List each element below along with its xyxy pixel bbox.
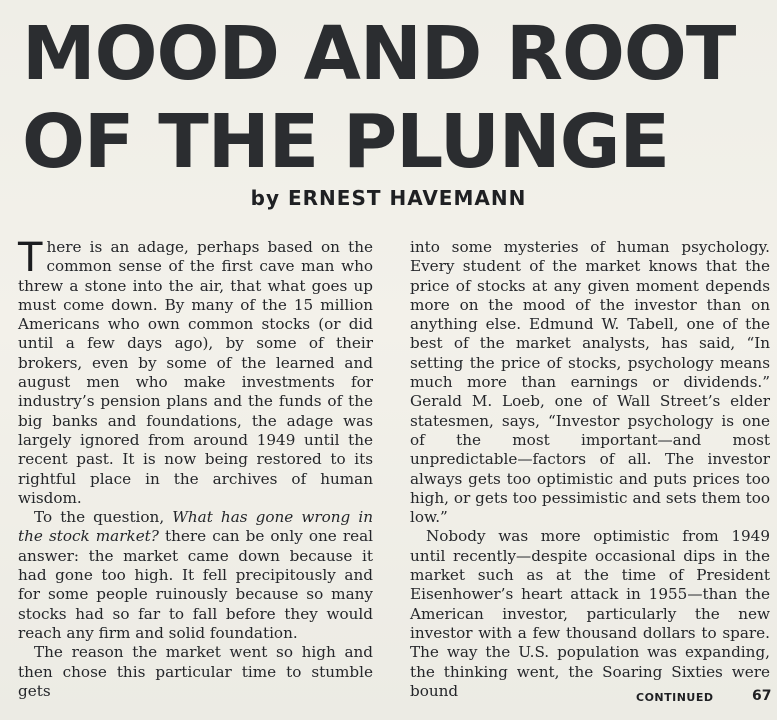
paragraph-reason: The reason the market went so high and then chose this particular time to stumble gets (18, 643, 373, 700)
drop-cap: T (18, 235, 43, 281)
paragraph-intro (18, 235, 373, 508)
paragraph-psychology: into some mysteries of human psychology. Every student of the market knows that the price of stocks at any given moment depends more on the mood of the investor than on anything else. Edmund W. Tabell, one of the best of the market analysts, has said, “In setting the price of stocks, psychology means much more than earnings or dividends.” Gerald M. Loeb, one of Wall Street’s elder statesmen, says, “Investor psychology is one of the most important—and most unpredictable—factors of all. The investor always gets too optimistic and puts prices too high, or gets too pessimistic and sets them too low.” (410, 238, 770, 527)
byline: by ERNEST HAVEMANN (250, 186, 527, 210)
continued-label: CONTINUED (636, 691, 714, 704)
paragraph-question-start: To the question, (34, 508, 173, 527)
paragraph-intro-text: here is an adage, perhaps based on the common sense of the first cave man who threw a stone into the air, that what goes up must come down. By many of the 15 million Americans who own common stocks (or did until a few days ago), by some of their brokers, even by some of the learned and august men who make investments for industry’s pension plans and the funds of the big banks and foundations, the adage was largely ignored from around 1949 until the recent past. It is now being restored to its rightful place in the archives of human wisdom. (18, 238, 373, 507)
paragraph-question (18, 508, 373, 643)
page-number: 67 (752, 688, 772, 704)
right-column (410, 238, 770, 701)
question-italic: What has gone wrong in the stock market? (18, 508, 374, 546)
left-column (18, 235, 374, 701)
paragraph-optimism: Nobody was more optimistic from 1949 until recently—despite occasional dips in the market such as at the time of President Eisenhower’s heart attack in 1955—than the American investor, particularly the new investor with a few thousand dollars to spare. The way the U.S. population was expanding, the thinking went, the Soaring Sixties were bound (410, 527, 770, 700)
article-title: MOOD AND ROOT OF THE PLUNGE (22, 11, 736, 185)
paragraph-question-end: there can be only one real answer: the market came down because it had gone too high. It fell precipitously and for some people ruinously because so many stocks had so far to fall before they would reach any firm and solid foundation. (18, 527, 373, 642)
